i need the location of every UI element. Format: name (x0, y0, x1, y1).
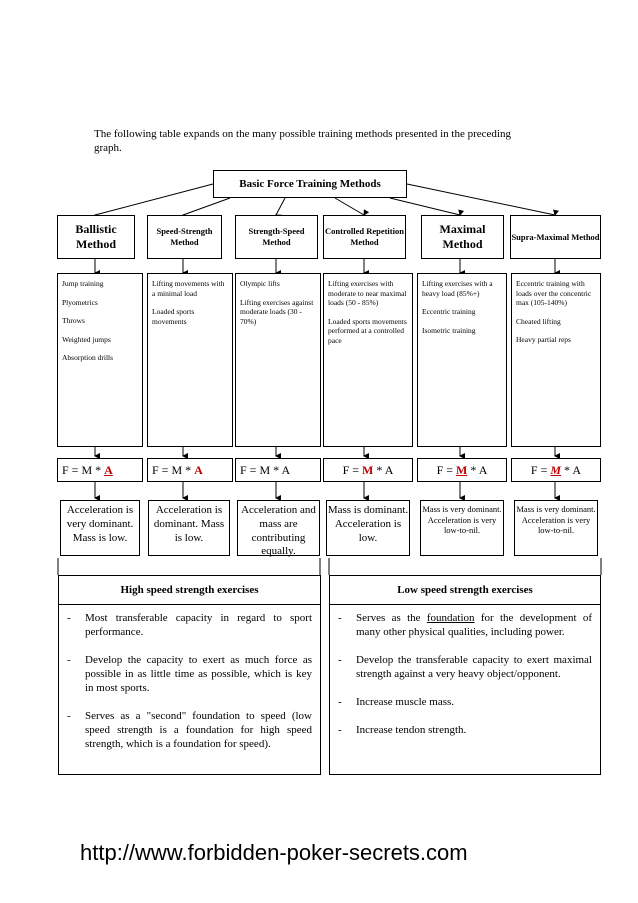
desc-speed-strength: Acceleration is dominant. Mass is low. (148, 500, 230, 556)
list-item: - Serves as the foundation for the development of many other physical qualities, including power. (338, 612, 592, 638)
formula-highlight: M (550, 462, 562, 477)
bullet-dash: - (67, 612, 71, 624)
desc-controlled-repetition: Mass is dominant. Acceleration is low. (326, 500, 410, 556)
list-item: - Develop the transferable capacity to exert maximal strength against a very heavy object/opponent. (338, 654, 592, 680)
high-speed-section (58, 575, 321, 775)
high-speed-list (59, 605, 320, 751)
formula-highlight: A (194, 462, 203, 477)
example-item: Jump training (62, 279, 104, 288)
bullet-dash: - (338, 612, 342, 624)
bullet-dash: - (338, 696, 342, 708)
method-header-strength-speed: Strength-Speed Method (235, 215, 318, 259)
list-item: - Most transferable capacity in regard to sport performance. (67, 612, 312, 638)
low-speed-section (329, 575, 601, 775)
formula-text: F = (436, 462, 457, 477)
example-item: Lifting exercises against moderate loads (30 - 70%) (240, 297, 314, 326)
list-item: - Increase tendon strength. (338, 724, 467, 736)
example-item: Loaded sports movements (152, 307, 195, 326)
example-item: Absorption drills (62, 353, 114, 362)
list-item: - Develop the capacity to exert as much force as possible in as little time as possible, which is key in most sports. (67, 654, 312, 694)
method-header-supra-maximal: Supra-Maximal Method (510, 215, 601, 259)
bullet-dash: - (338, 724, 342, 736)
list-item: - Increase muscle mass. (338, 696, 455, 708)
formula-highlight: A (104, 462, 113, 477)
bullet-dash: - (67, 710, 71, 722)
example-item: Heavy partial reps (516, 335, 571, 344)
formula-text: F = M * (152, 462, 195, 477)
example-item: Weighted jumps (62, 334, 111, 344)
method-header-speed-strength: Speed-Strength Method (147, 215, 222, 259)
formula-text: * A (467, 462, 488, 477)
example-item: Olympic lifts (240, 279, 280, 288)
desc-ballistic: Acceleration is very dominant. Mass is low. (60, 500, 140, 556)
example-item: Cheated lifting (516, 316, 561, 326)
desc-supra-maximal: Mass is very dominant. Acceleration is very low-to-nil. (514, 500, 598, 556)
desc-strength-speed: Acceleration and mass are contributing equally. (237, 500, 320, 556)
example-item: Eccentric training (422, 307, 476, 316)
formula-text: * A (373, 462, 394, 477)
intro-text: The following table expands on the many possible training methods presented in the preceding graph. (94, 128, 511, 154)
example-item: Lifting movements with a minimal load (152, 279, 225, 298)
bullet-dash: - (338, 654, 342, 666)
method-header-controlled-repetition: Controlled Repetition Method (323, 215, 406, 259)
method-header-ballistic: Ballistic Method (57, 215, 135, 259)
chart-title: Basic Force Training Methods (213, 170, 407, 198)
method-header-maximal: Maximal Method (421, 215, 504, 259)
formula-text: F = (342, 462, 363, 477)
example-item: Throws (62, 316, 85, 325)
formula-text: F = (530, 462, 551, 477)
formula-text: F = M * (62, 462, 105, 477)
example-item: Lifting exercises with moderate to near maximal loads (50 - 85%) (328, 279, 407, 307)
example-item: Eccentric training with loads over the concentric max (105-140%) (516, 279, 592, 307)
formula-strength-speed: F = M * A (235, 458, 321, 482)
footer-url-link[interactable]: http://www.forbidden-poker-secrets.com (80, 840, 468, 865)
example-item: Loaded sports movements performed at a controlled pace (328, 316, 407, 345)
desc-maximal: Mass is very dominant. Acceleration is very low-to-nil. (420, 500, 504, 556)
low-speed-list (330, 605, 600, 737)
formula-text: * A (561, 462, 582, 477)
bullet-dash: - (67, 654, 71, 666)
example-item: Lifting exercises with a heavy load (85%+) (422, 279, 493, 298)
low-speed-heading: Low speed strength exercises (330, 576, 600, 605)
formula-highlight: M (362, 462, 374, 477)
formula-highlight: M (456, 462, 468, 477)
list-item: - Serves as a "second" foundation to speed (low speed strength is a foundation for high speed strength, which is a foundation for speed). (67, 710, 312, 750)
example-item: Plyometrics (62, 297, 98, 307)
foundation-link: foundation (426, 612, 475, 624)
high-speed-heading: High speed strength exercises (59, 576, 320, 605)
example-item: Isometric training (422, 325, 476, 335)
